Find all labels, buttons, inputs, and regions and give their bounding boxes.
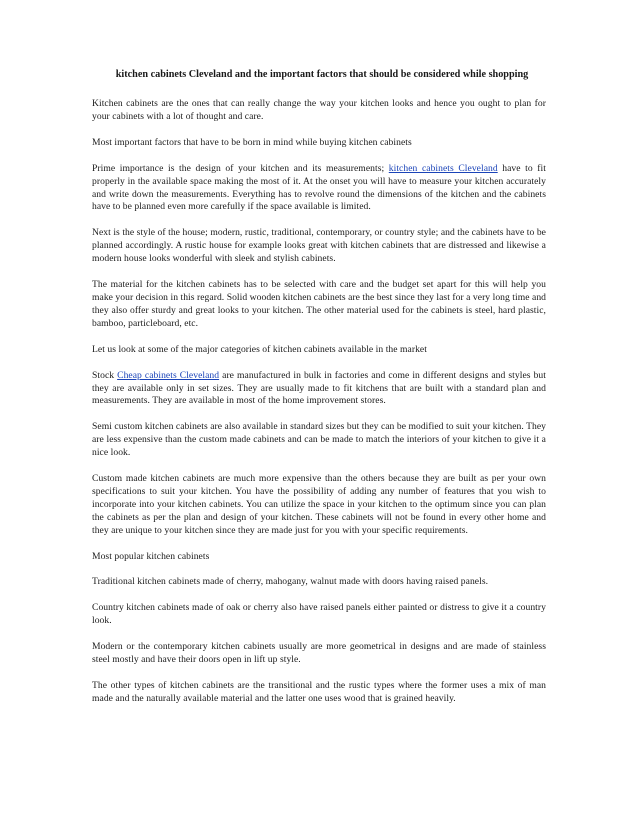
paragraph-design-text-start: Prime importance is the design of your kitchen and its measurements; (92, 162, 389, 174)
paragraph-popular-heading: Most popular kitchen cabinets (92, 550, 210, 562)
cheap-cabinets-cleveland-link[interactable]: Cheap cabinets Cleveland (117, 369, 220, 381)
paragraph-intro: Kitchen cabinets are the ones that can really change the way your kitchen looks and hence you ought to plan for your cabinets with a lot of thought and care. (92, 98, 546, 122)
paragraph-style: Next is the style of the house; modern, rustic, traditional, contemporary, or country style; and the cabinets have to be planned accordingly. A rustic house for example looks great with kitchen cabinets that are distressed and likewise a modern house looks wonderful with sleek and stylish cabinets. (92, 227, 546, 265)
paragraph-categories-heading: Let us look at some of the major categories of kitchen cabinets available in the market (92, 343, 427, 355)
paragraph-stock-text-start: Stock (92, 369, 118, 381)
paragraph-semi-custom: Semi custom kitchen cabinets are also available in standard sizes but they can be modified to suit your kitchen. They are less expensive than the custom made cabinets and can be made to match the interiors of your kitchen to give it a nice look. (92, 421, 546, 459)
paragraph-design (92, 163, 546, 215)
paragraph-other-types: The other types of kitchen cabinets are the transitional and the rustic types where the former uses a mix of man made and the naturally available material and the latter one uses wood that is grained heavily. (92, 680, 546, 704)
paragraph-country: Country kitchen cabinets made of oak or cherry also have raised panels either painted or distress to give it a country look. (92, 602, 546, 627)
document-page (92, 68, 546, 719)
paragraph-traditional: Traditional kitchen cabinets made of cherry, mahogany, walnut made with doors having raised panels. (92, 576, 489, 588)
paragraph-material: The material for the kitchen cabinets has to be selected with care and the budget set apart for this will help you make your decision in this regard. Solid wooden kitchen cabinets are the best since they last for a very long time and they also offer sturdy and great looks to your kitchen. The other material used for the cabinets is steel, hard plastic, bamboo, particleboard, etc. (92, 279, 547, 329)
paragraph-custom: Custom made kitchen cabinets are much more expensive than the others because they are built as per your own specifications to suit your kitchen. You have the possibility of adding any number of features that you wish to incorporate into your kitchen cabinets. You can utilize the space in your kitchen to the optimum since you can plan the cabinets as per the plan and design of your kitchen. These cabinets will not be found in every other home and they are unique to your kitchen since they are made just for you with your specific requirements. (92, 473, 546, 536)
paragraph-factors-heading: Most important factors that have to be born in mind while buying kitchen cabinets (92, 136, 412, 148)
paragraph-stock (92, 370, 546, 409)
paragraph-stock-text-end: are manufactured in bulk in factories and come in different designs and styles but they are available only in set sizes. They are usually made to fit kitchens that are built with a standard plan and measurements. They are available in most of the home improvement stores. (92, 369, 546, 407)
document-title: kitchen cabinets Cleveland and the important factors that should be considered while shopping (115, 69, 529, 80)
kitchen-cabinets-cleveland-link[interactable]: kitchen cabinets Cleveland (388, 162, 498, 174)
paragraph-design-text-end: have to fit properly in the available space making the most of it. At the onset you will have to measure your kitchen accurately and write down the measurements. Everything has to revolve round the dimensions of the kitchen and the cabinets have to be planned even more carefully if the space available is limited. (92, 162, 546, 213)
paragraph-modern: Modern or the contemporary kitchen cabinets usually are more geometrical in designs and are made of stainless steel mostly and have their doors open in lift up style. (92, 641, 546, 666)
